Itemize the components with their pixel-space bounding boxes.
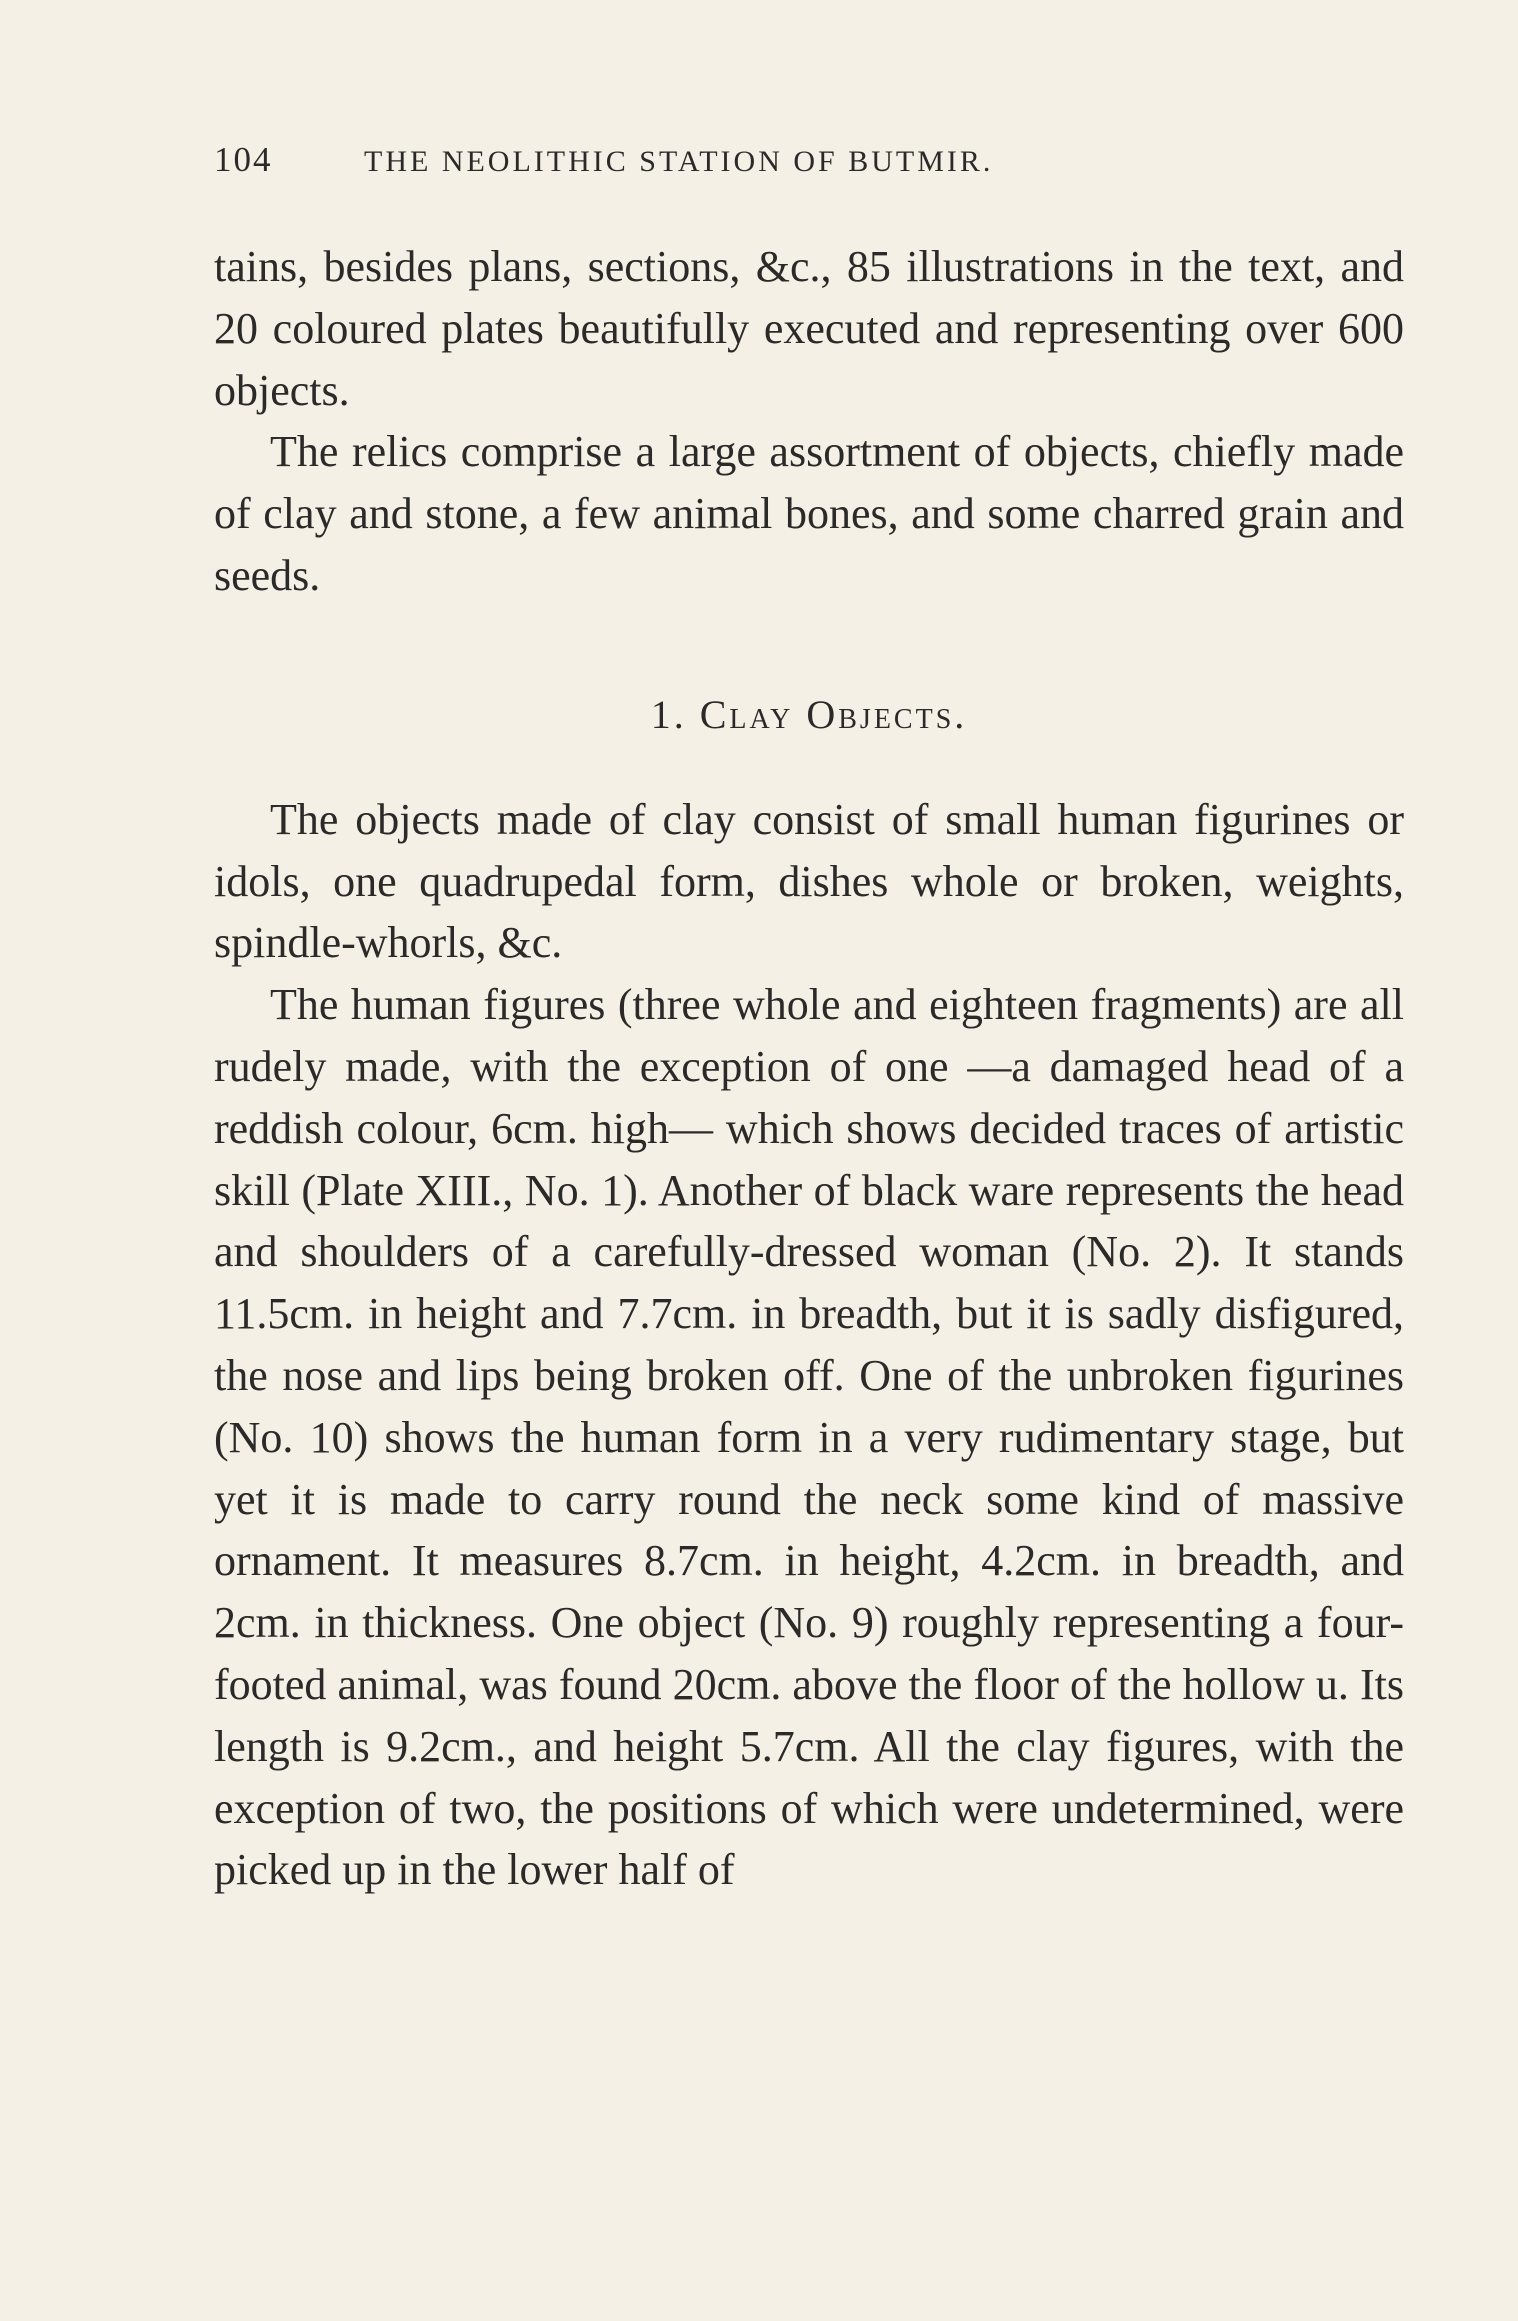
- page-number: 104: [214, 140, 273, 179]
- paragraph-human-figures: The human figures (three whole and eighteen fragments) are all rudely made, with the exception of one —a damaged head of a reddish colour, 6cm. high— which shows decided traces of artistic skill (Plate XIII., No. 1). Another of black ware represents the head and shoulders of a carefully-dressed woman (No. 2). It stands 11.5cm. in height and 7.7cm. in breadth, but it is sadly disfigured, the nose and lips being broken off. One of the unbroken figurines (No. 10) shows the human form in a very rudimentary stage, but yet it is made to carry round the neck some kind of massive ornament. It measures 8.7cm. in height, 4.2cm. in breadth, and 2cm. in thickness. One object (No. 9) roughly representing a four-footed animal, was found 20cm. above the floor of the hollow u. Its length is 9.2cm., and height 5.7cm. All the clay figures, with the exception of two, the positions of which were undetermined, were picked up in the lower half of: [214, 980, 1404, 1895]
- paragraph-relics: The relics comprise a large assortment of objects, chiefly made of clay and stone, a few animal bones, and some charred grain and seeds.: [214, 427, 1404, 600]
- running-title: THE NEOLITHIC STATION OF BUTMIR.: [364, 145, 994, 178]
- paragraph-clay-objects: The objects made of clay consist of small human figurines or idols, one quadrupedal form, dishes whole or broken, weights, spindle-whorls, &c.: [214, 794, 1404, 968]
- page-body: [214, 236, 1404, 1901]
- running-header: [214, 140, 1214, 180]
- section-heading: 1. Clay Objects.: [650, 691, 968, 737]
- paragraph-continuation: tains, besides plans, sections, &c., 85 illustrations in the text, and 20 coloured plates beautifully executed and representing over 600 objects.: [214, 242, 1404, 415]
